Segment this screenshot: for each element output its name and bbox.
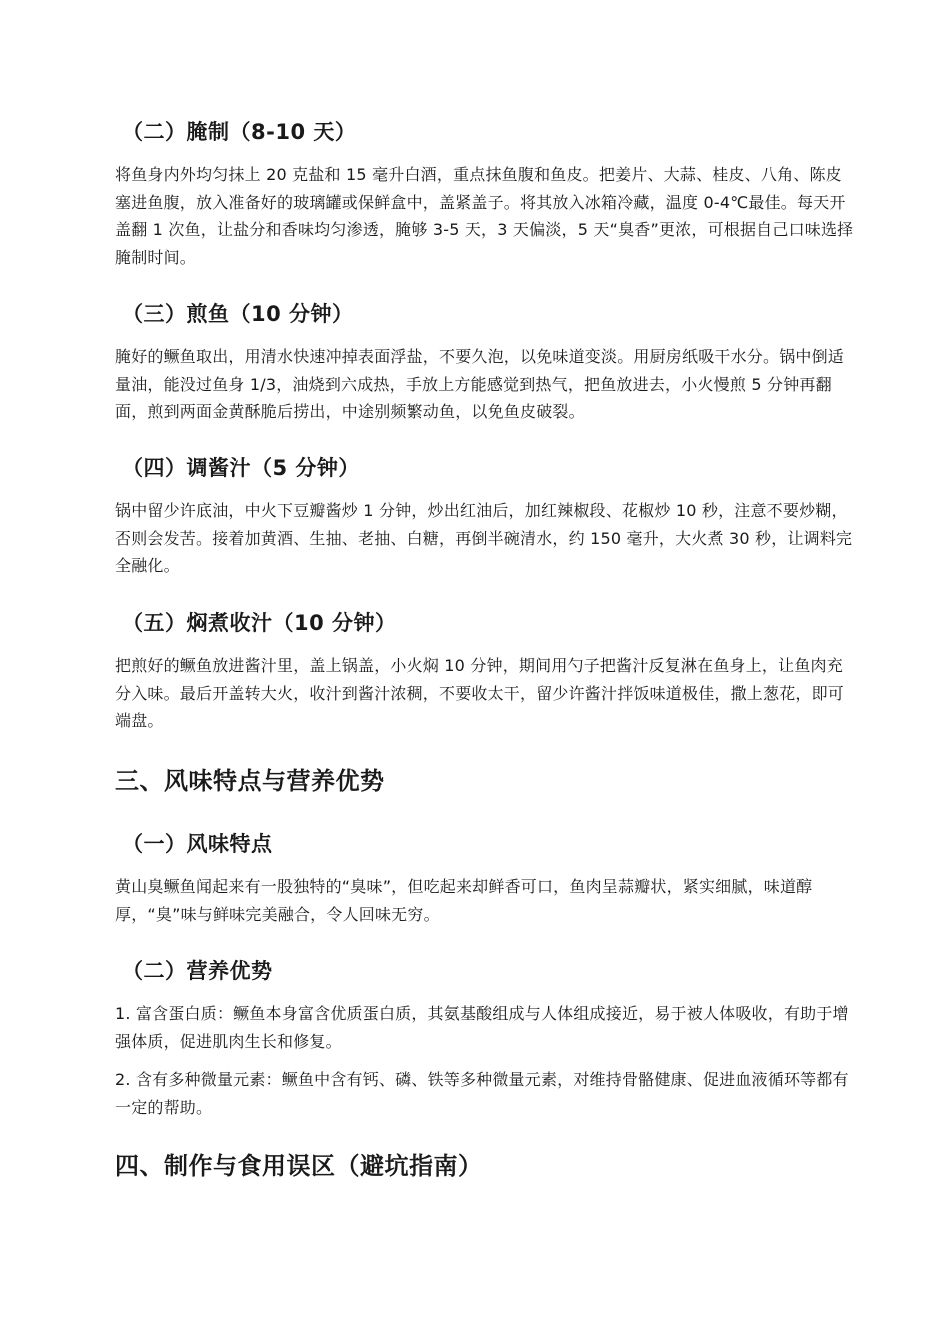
section-body-flavor: 黄山臭鳜鱼闻起来有一股独特的“臭味”，但吃起来却鲜香可口，鱼肉呈蒜瓣状，紧实细腻，味道醇厚，“臭”味与鲜味完美融合，令人回味无穷。 (115, 877, 813, 924)
section-body-braise: 把煎好的鳜鱼放进酱汁里，盖上锅盖，小火焖 10 分钟，期间用勺子把酱汁反复淋在鱼身上，让鱼肉充分入味。最后开盖转大火，收汁到酱汁浓稠，不要收太干，留少许酱汁拌饭味道极佳，撒上葱花，即可端盘。 (115, 656, 845, 730)
list-item-protein: 1. 富含蛋白质：鳜鱼本身富含优质蛋白质，其氨基酸组成与人体组成接近，易于被人体吸收，有助于增强体质，促进肌肉生长和修复。 (115, 1004, 849, 1051)
section-heading-sauce: （四）调酱汁（5 分钟） (122, 456, 360, 480)
section-body-fry: 腌好的鳜鱼取出，用清水快速冲掉表面浮盐，不要久泡，以免味道变淡。用厨房纸吸干水分。锅中倒适量油，能没过鱼身 1/3，油烧到六成热，手放上方能感觉到热气，把鱼放进去，小火慢煎 5 分钟再翻面，煎到两面金黄酥脆后捞出，中途别频繁动鱼，以免鱼皮破裂。 (115, 347, 845, 421)
list-item-trace-elements: 2. 含有多种微量元素：鳜鱼中含有钙、磷、铁等多种微量元素，对维持骨骼健康、促进血液循环等都有一定的帮助。 (115, 1070, 849, 1117)
section-heading-fry: （三）煎鱼（10 分钟） (122, 302, 354, 326)
section-body-sauce: 锅中留少许底油，中火下豆瓣酱炒 1 分钟，炒出红油后，加红辣椒段、花椒炒 10 秒，注意不要炒糊，否则会发苦。接着加黄酒、生抽、老抽、白糖，再倒半碗清水，约 150 毫升，大火煮 30 秒，让调料完全融化。 (115, 501, 853, 575)
section-heading-nutrition: （二）营养优势 (122, 959, 273, 983)
section-heading-braise: （五）焖煮收汁（10 分钟） (122, 611, 397, 635)
chapter-title-flavor-nutrition: 三、风味特点与营养优势 (115, 767, 385, 795)
chapter-title-pitfalls: 四、制作与食用误区（避坑指南） (115, 1152, 483, 1180)
section-heading-flavor: （一）风味特点 (122, 832, 273, 856)
section-heading-marinate: （二）腌制（8-10 天） (122, 120, 357, 144)
section-body-marinate: 将鱼身内外均匀抹上 20 克盐和 15 毫升白酒，重点抹鱼腹和鱼皮。把姜片、大蒜、桂皮、八角、陈皮塞进鱼腹，放入准备好的玻璃罐或保鲜盒中，盖紧盖子。将其放入冰箱冷藏，温度 0-4℃最佳。每天开盖翻 1 次鱼，让盐分和香味均匀渗透，腌够 3-5 天，3 天偏淡，5 天“臭香”更浓，可根据自己口味选择腌制时间。 (115, 165, 854, 267)
